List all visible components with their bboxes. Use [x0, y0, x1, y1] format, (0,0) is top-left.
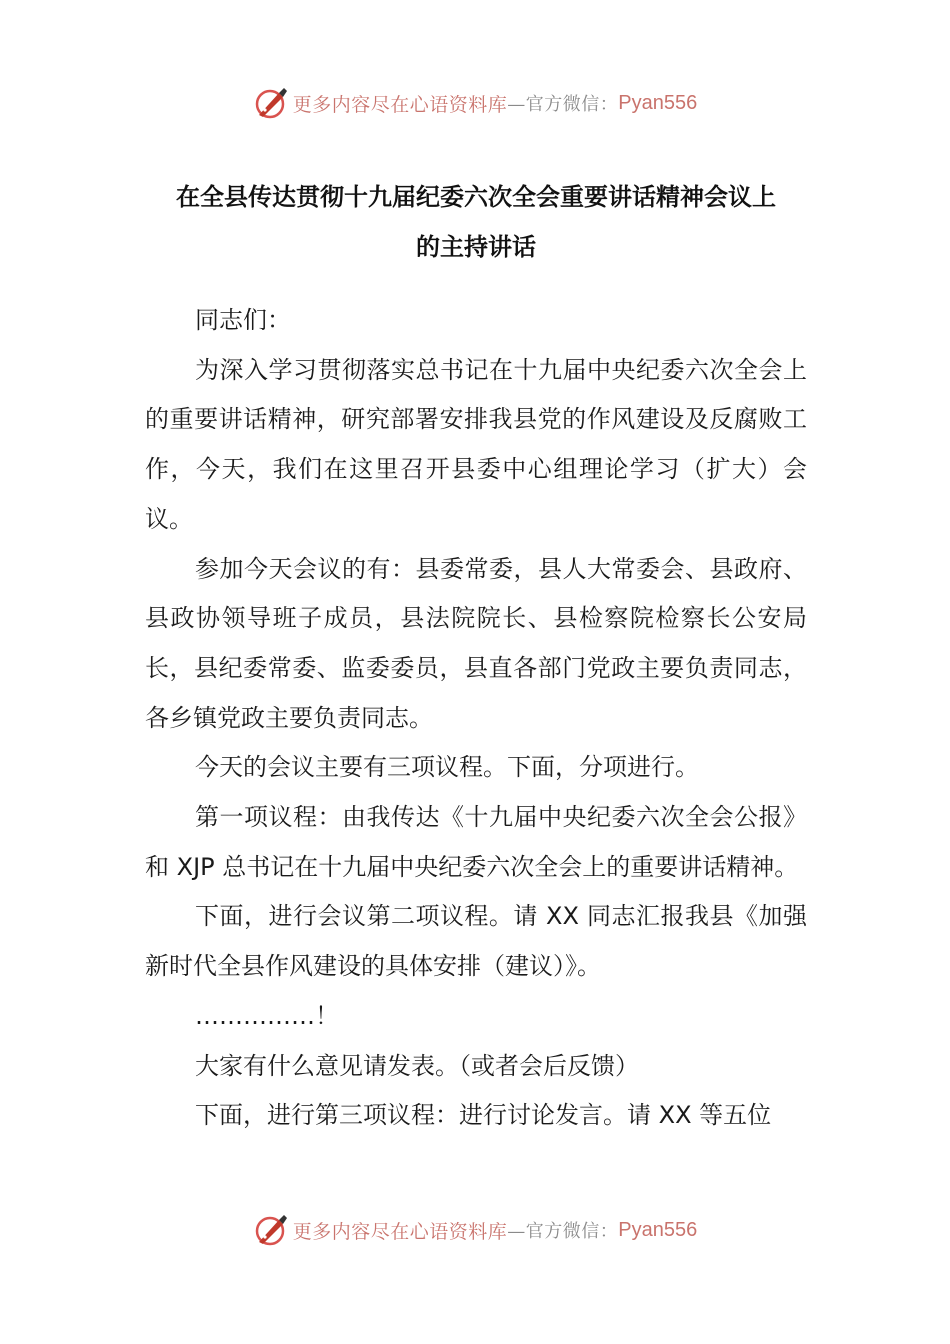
paragraph: 下面，进行第三项议程：进行讨论发言。请 XX 等五位 [195, 1101, 772, 1130]
document-body [145, 296, 807, 1141]
paragraph: 为深入学习贯彻落实总书记在十九届中央纪委六次全会上的重要讲话精神，研究部署安排我县党的作风建设及反腐败工作，今天，我们在这里召开县委中心组理论学习（扩大）会议。 [145, 355, 807, 533]
footer-watermark [0, 1210, 950, 1250]
watermark-separator: —官方微信： [507, 94, 619, 115]
title-line-1: 在全县传达贯彻十九届纪委六次全会重要讲话精神会议上 [176, 183, 776, 211]
paragraph: 下面，进行会议第二项议程。请 XX 同志汇报我县《加强新时代全县作风建设的具体安排（建议）》。 [145, 902, 807, 981]
watermark-separator: —官方微信： [507, 1221, 619, 1242]
pen-nib-logo-icon [253, 85, 289, 121]
paragraph: ……………！ [195, 1001, 339, 1030]
paragraph: 今天的会议主要有三项议程。下面，分项进行。 [195, 753, 699, 782]
document-title [145, 172, 807, 272]
pen-nib-logo-icon [253, 1212, 289, 1248]
header-watermark [0, 83, 950, 123]
watermark-handle: Pyan556 [618, 91, 698, 114]
watermark-text: 更多内容尽在心语资料库 [292, 1220, 508, 1243]
paragraph: 第一项议程：由我传达《十九届中央纪委六次全会公报》和 XJP 总书记在十九届中央纪委六次全会上的重要讲话精神。 [145, 803, 807, 881]
watermark-text: 更多内容尽在心语资料库 [292, 93, 508, 116]
title-line-2: 的主持讲话 [416, 233, 536, 261]
paragraph: 同志们： [195, 306, 291, 334]
paragraph: 参加今天会议的有：县委常委，县人大常委会、县政府、县政协领导班子成员，县法院院长、县检察院检察长公安局长，县纪委常委、监委委员，县直各部门党政主要负责同志，各乡镇党政主要负责同志。 [145, 554, 807, 732]
paragraph: 大家有什么意见请发表。（或者会后反馈） [195, 1051, 639, 1080]
watermark-handle: Pyan556 [618, 1218, 698, 1241]
